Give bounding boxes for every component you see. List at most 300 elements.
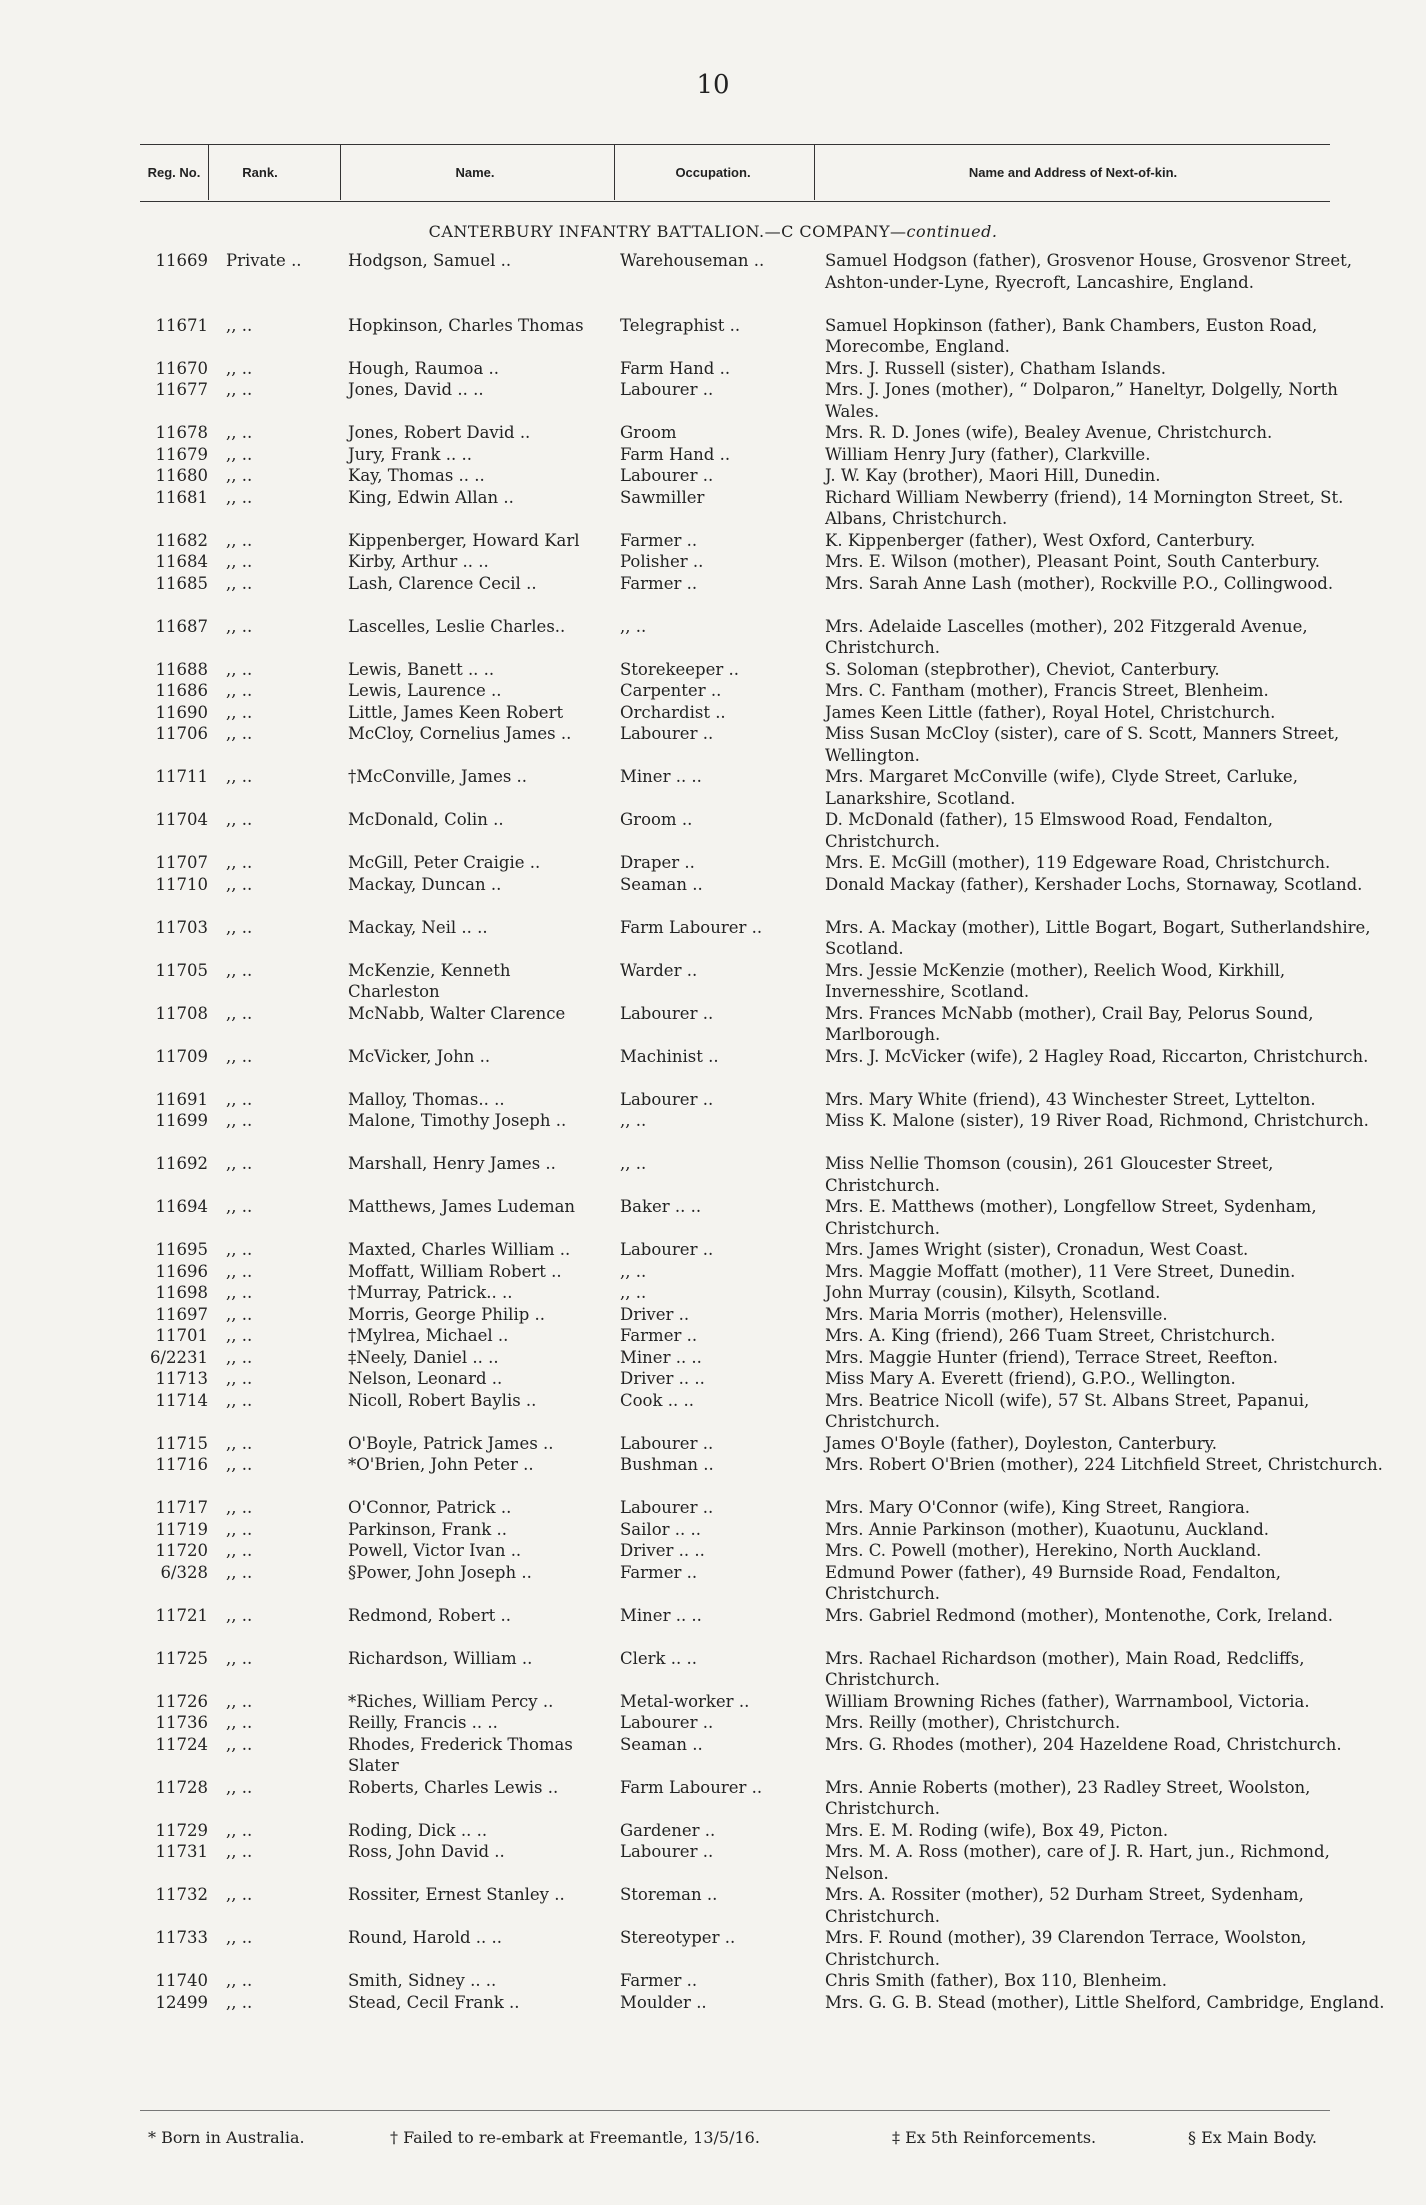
next-of-kin-cell: Edmund Power (father), 49 Burnside Road, Fendalton, Christchurch. — [825, 1562, 1282, 1603]
reg-no-cell: 11725 — [155, 1648, 208, 1668]
name-cell: Morris, George Philip .. — [348, 1304, 546, 1324]
table-row — [0, 680, 1426, 702]
name-cell: *O'Brien, John Peter .. — [348, 1455, 534, 1474]
next-of-kin-cell: John Murray (cousin), Kilsyth, Scotland. — [825, 1283, 1161, 1302]
table-row — [0, 1239, 1426, 1261]
rank-cell: ,, .. — [226, 444, 253, 464]
next-of-kin-cell: Mrs. James Wright (sister), Cronadun, West Coast. — [825, 1240, 1249, 1259]
occupation-cell: Seaman .. — [620, 1734, 703, 1754]
name-cell: Marshall, Henry James .. — [348, 1154, 556, 1173]
reg-no-cell: 11686 — [155, 681, 208, 700]
reg-no-cell: 11679 — [155, 444, 208, 464]
next-of-kin-cell: Mrs. Sarah Anne Lash (mother), Rockville P.O., Collingwood. — [825, 573, 1334, 593]
reg-no-cell: 11709 — [155, 1046, 208, 1066]
next-of-kin-cell: Mrs. R. D. Jones (wife), Bealey Avenue, Christchurch. — [825, 423, 1273, 442]
reg-no-cell: 11695 — [155, 1240, 208, 1259]
reg-no-cell: 11697 — [155, 1304, 208, 1324]
reg-no-cell: 11715 — [155, 1433, 208, 1453]
reg-no-cell: 12499 — [155, 1992, 208, 2012]
name-cell: Matthews, James Ludeman — [348, 1197, 576, 1216]
reg-no-cell: 11703 — [155, 917, 208, 937]
reg-no-cell: 11728 — [155, 1777, 208, 1797]
name-cell: Hodgson, Samuel .. — [348, 251, 512, 270]
rank-cell: ,, .. — [226, 767, 253, 786]
reg-no-cell: 11705 — [155, 960, 208, 980]
table-row — [0, 852, 1426, 874]
rank-cell: ,, .. — [226, 1304, 253, 1324]
next-of-kin-cell: Mrs. Maggie Moffatt (mother), 11 Vere Street, Dunedin. — [825, 1261, 1296, 1281]
name-cell: Roberts, Charles Lewis .. — [348, 1777, 559, 1797]
rank-cell: ,, .. — [226, 1562, 253, 1582]
rank-cell: ,, .. — [226, 1734, 253, 1754]
rank-cell: ,, .. — [226, 466, 253, 485]
reg-no-cell: 11682 — [155, 530, 208, 550]
occupation-cell: Labourer .. — [620, 1713, 714, 1732]
occupation-cell: Labourer .. — [620, 1003, 714, 1023]
occupation-cell: Gardener .. — [620, 1820, 716, 1840]
reg-no-cell: 11678 — [155, 423, 208, 442]
occupation-cell: Labourer .. — [620, 1842, 714, 1861]
reg-no-cell: 11671 — [155, 315, 208, 335]
footnote-main-body: § Ex Main Body. — [1188, 2128, 1317, 2147]
section-title-text: CANTERBURY INFANTRY BATTALION.—C COMPANY— — [428, 222, 907, 241]
occupation-cell: Cook .. .. — [620, 1390, 694, 1410]
table-row — [0, 723, 1426, 766]
table-row — [0, 917, 1426, 960]
name-cell: Hopkinson, Charles Thomas — [348, 315, 584, 335]
rank-cell: ,, .. — [226, 315, 253, 335]
next-of-kin-cell: Mrs. Mary O'Connor (wife), King Street, Rangiora. — [825, 1498, 1251, 1517]
occupation-cell: Warder .. — [620, 960, 698, 980]
occupation-cell: Draper .. — [620, 853, 695, 872]
reg-no-cell: 11681 — [155, 487, 208, 507]
occupation-cell: ,, .. — [620, 1154, 647, 1173]
header-divider — [814, 144, 815, 200]
next-of-kin-cell: Mrs. M. A. Ross (mother), care of J. R. Hart, jun., Richmond, Nelson. — [825, 1842, 1330, 1883]
next-of-kin-cell: Mrs. J. McVicker (wife), 2 Hagley Road, Riccarton, Christchurch. — [825, 1046, 1369, 1066]
reg-no-cell: 11699 — [155, 1111, 208, 1130]
occupation-cell: Labourer .. — [620, 1240, 714, 1259]
reg-no-cell: 11710 — [155, 874, 208, 894]
header-name: Name. — [455, 165, 495, 180]
table-row — [0, 1003, 1426, 1046]
rank-cell: ,, .. — [226, 1369, 253, 1388]
occupation-cell: Labourer .. — [620, 380, 714, 399]
header-divider — [208, 144, 209, 200]
rank-cell: ,, .. — [226, 1992, 253, 2012]
name-cell: McVicker, John .. — [348, 1046, 491, 1066]
rank-cell: Private .. — [226, 251, 302, 270]
reg-no-cell: 11698 — [155, 1283, 208, 1302]
next-of-kin-cell: Mrs. Margaret McConville (wife), Clyde Street, Carluke, Lanarkshire, Scotland. — [825, 767, 1298, 808]
table-row — [0, 1046, 1426, 1089]
occupation-cell: Metal-worker .. — [620, 1691, 750, 1711]
next-of-kin-cell: Mrs. G. G. B. Stead (mother), Little Shelford, Cambridge, England. — [825, 1992, 1385, 2012]
table-row — [0, 1820, 1426, 1842]
table-row — [0, 573, 1426, 616]
occupation-cell: ,, .. — [620, 1283, 647, 1302]
next-of-kin-cell: Donald Mackay (father), Kershader Lochs, Stornaway, Scotland. — [825, 874, 1363, 894]
occupation-cell: Labourer .. — [620, 466, 714, 485]
name-cell: Powell, Victor Ivan .. — [348, 1541, 522, 1560]
reg-no-cell: 11717 — [155, 1498, 208, 1517]
occupation-cell: Storeman .. — [620, 1885, 718, 1904]
reg-no-cell: 11704 — [155, 810, 208, 829]
page-number: 10 — [696, 70, 730, 100]
occupation-cell: Clerk .. .. — [620, 1648, 698, 1668]
next-of-kin-cell: Chris Smith (father), Box 110, Blenheim. — [825, 1971, 1168, 1990]
table-row — [0, 530, 1426, 552]
name-cell: Lascelles, Leslie Charles.. — [348, 616, 566, 636]
name-cell: Lewis, Laurence .. — [348, 681, 502, 700]
rank-cell: ,, .. — [226, 1261, 253, 1281]
rank-cell: ,, .. — [226, 1648, 253, 1668]
table-row — [0, 1347, 1426, 1369]
rank-cell: ,, .. — [226, 1111, 253, 1130]
name-cell: Parkinson, Frank .. — [348, 1519, 508, 1539]
next-of-kin-cell: Mrs. F. Round (mother), 39 Clarendon Terrace, Woolston, Christchurch. — [825, 1928, 1307, 1969]
reg-no-cell: 11670 — [155, 358, 208, 378]
nominal-roll — [0, 250, 1426, 2035]
table-row — [0, 1519, 1426, 1541]
rank-cell: ,, .. — [226, 1046, 253, 1066]
table-row — [0, 379, 1426, 422]
reg-no-cell: 11691 — [155, 1089, 208, 1109]
name-cell: McNabb, Walter Clarence — [348, 1003, 566, 1023]
reg-no-cell: 11708 — [155, 1003, 208, 1023]
occupation-cell: Labourer .. — [620, 724, 714, 743]
rank-cell: ,, .. — [226, 810, 253, 829]
section-title — [0, 222, 1426, 241]
rank-cell: ,, .. — [226, 681, 253, 700]
header-reg-no: Reg. No. — [147, 165, 201, 180]
next-of-kin-cell: Miss Mary A. Everett (friend), G.P.O., Wellington. — [825, 1369, 1236, 1388]
rank-cell: ,, .. — [226, 1541, 253, 1560]
next-of-kin-cell: Mrs. Robert O'Brien (mother), 224 Litchfield Street, Christchurch. — [825, 1455, 1383, 1474]
table-row — [0, 1884, 1426, 1927]
occupation-cell: ,, .. — [620, 1261, 647, 1281]
rank-cell: ,, .. — [226, 423, 253, 442]
next-of-kin-cell: Mrs. E. McGill (mother), 119 Edgeware Road, Christchurch. — [825, 853, 1331, 872]
name-cell: Stead, Cecil Frank .. — [348, 1992, 520, 2012]
next-of-kin-cell: Samuel Hodgson (father), Grosvenor House, Grosvenor Street, Ashton-under-Lyne, Ryecroft, Lancashire, England. — [825, 251, 1353, 292]
next-of-kin-cell: Mrs. J. Jones (mother), “ Dolparon,” Haneltyr, Dolgelly, North Wales. — [825, 380, 1338, 421]
table-row — [0, 1841, 1426, 1884]
occupation-cell: Farmer .. — [620, 530, 698, 550]
header-rank: Rank. — [242, 165, 278, 180]
name-cell: King, Edwin Allan .. — [348, 487, 514, 507]
reg-no-cell: 11729 — [155, 1820, 208, 1840]
next-of-kin-cell: Miss Susan McCloy (sister), care of S. Scott, Manners Street, Wellington. — [825, 724, 1340, 765]
occupation-cell: Driver .. .. — [620, 1369, 705, 1388]
table-header — [140, 144, 1330, 202]
name-cell: McGill, Peter Craigie .. — [348, 853, 541, 872]
occupation-cell: Farm Labourer .. — [620, 917, 763, 937]
table-row — [0, 1153, 1426, 1196]
occupation-cell: Farmer .. — [620, 1562, 698, 1582]
rank-cell: ,, .. — [226, 1154, 253, 1173]
table-row — [0, 1562, 1426, 1605]
next-of-kin-cell: D. McDonald (father), 15 Elmswood Road, Fendalton, Christchurch. — [825, 810, 1273, 851]
next-of-kin-cell: J. W. Kay (brother), Maori Hill, Dunedin. — [825, 466, 1161, 485]
table-row — [0, 1089, 1426, 1111]
reg-no-cell: 11669 — [155, 251, 208, 270]
reg-no-cell: 11684 — [155, 552, 208, 571]
table-row — [0, 1110, 1426, 1153]
reg-no-cell: 11736 — [155, 1713, 208, 1732]
name-cell: Malone, Timothy Joseph .. — [348, 1111, 567, 1130]
occupation-cell: Groom .. — [620, 810, 693, 829]
occupation-cell: Labourer .. — [620, 1498, 714, 1517]
table-row — [0, 1282, 1426, 1304]
occupation-cell: ,, .. — [620, 616, 647, 636]
table-row — [0, 766, 1426, 809]
rank-cell: ,, .. — [226, 1089, 253, 1109]
rank-cell: ,, .. — [226, 1455, 253, 1474]
table-row — [0, 1712, 1426, 1734]
occupation-cell: Machinist .. — [620, 1046, 719, 1066]
next-of-kin-cell: Mrs. E. Matthews (mother), Longfellow Street, Sydenham, Christchurch. — [825, 1197, 1317, 1238]
next-of-kin-cell: S. Soloman (stepbrother), Cheviot, Canterbury. — [825, 659, 1220, 679]
table-row — [0, 809, 1426, 852]
name-cell: Mackay, Neil .. .. — [348, 917, 488, 937]
rank-cell: ,, .. — [226, 380, 253, 399]
rank-cell: ,, .. — [226, 1605, 253, 1625]
table-row — [0, 358, 1426, 380]
table-row — [0, 444, 1426, 466]
reg-no-cell: 11706 — [155, 724, 208, 743]
name-cell: Nelson, Leonard .. — [348, 1369, 503, 1388]
table-row — [0, 1196, 1426, 1239]
next-of-kin-cell: Mrs. Frances McNabb (mother), Crail Bay, Pelorus Sound, Marlborough. — [825, 1003, 1314, 1044]
occupation-cell: Telegraphist .. — [620, 315, 741, 335]
header-divider — [340, 144, 341, 200]
next-of-kin-cell: Mrs. A. Mackay (mother), Little Bogart, Bogart, Sutherlandshire, Scotland. — [825, 917, 1371, 958]
rank-cell: ,, .. — [226, 1820, 253, 1840]
rank-cell: ,, .. — [226, 1971, 253, 1990]
rank-cell: ,, .. — [226, 1347, 253, 1367]
next-of-kin-cell: William Henry Jury (father), Clarkville. — [825, 444, 1151, 464]
name-cell: Little, James Keen Robert — [348, 702, 564, 722]
occupation-cell: Miner .. .. — [620, 1605, 702, 1625]
footnote-fifth: ‡ Ex 5th Reinforcements. — [892, 2128, 1097, 2147]
next-of-kin-cell: Mrs. Annie Roberts (mother), 23 Radley Street, Woolston, Christchurch. — [825, 1777, 1311, 1818]
occupation-cell: Stereotyper .. — [620, 1928, 736, 1947]
section-continued: continued. — [906, 222, 998, 241]
next-of-kin-cell: Mrs. Annie Parkinson (mother), Kuaotunu, Auckland. — [825, 1519, 1270, 1539]
name-cell: O'Connor, Patrick .. — [348, 1498, 512, 1517]
occupation-cell: Storekeeper .. — [620, 659, 739, 679]
occupation-cell: Farmer .. — [620, 573, 698, 593]
table-row — [0, 1927, 1426, 1970]
rank-cell: ,, .. — [226, 1519, 253, 1539]
rank-cell: ,, .. — [226, 530, 253, 550]
reg-no-cell: 11711 — [155, 767, 208, 786]
rank-cell: ,, .. — [226, 1777, 253, 1797]
rank-cell: ,, .. — [226, 1433, 253, 1453]
next-of-kin-cell: Mrs. Adelaide Lascelles (mother), 202 Fitzgerald Avenue, Christchurch. — [825, 616, 1308, 657]
occupation-cell: Groom — [620, 423, 677, 442]
reg-no-cell: 11687 — [155, 616, 208, 636]
table-row — [0, 1648, 1426, 1691]
table-row — [0, 960, 1426, 1003]
table-row — [0, 1992, 1426, 2035]
table-row — [0, 1433, 1426, 1455]
rank-cell: ,, .. — [226, 724, 253, 743]
next-of-kin-cell: Mrs. E. M. Roding (wife), Box 49, Picton. — [825, 1820, 1169, 1840]
name-cell: †Mylrea, Michael .. — [348, 1326, 509, 1345]
occupation-cell: Baker .. .. — [620, 1197, 702, 1216]
table-row — [0, 659, 1426, 681]
next-of-kin-cell: Samuel Hopkinson (father), Bank Chambers, Euston Road, Morecombe, England. — [825, 315, 1318, 356]
reg-no-cell: 11724 — [155, 1734, 208, 1754]
reg-no-cell: 11716 — [155, 1455, 208, 1474]
name-cell: Hough, Raumoa .. — [348, 358, 500, 378]
reg-no-cell: 11732 — [155, 1885, 208, 1904]
reg-no-cell: 11731 — [155, 1842, 208, 1861]
table-row — [0, 1734, 1426, 1777]
table-row — [0, 1261, 1426, 1283]
name-cell: Rhodes, Frederick Thomas Slater — [348, 1734, 573, 1775]
rank-cell: ,, .. — [226, 1326, 253, 1345]
table-row — [0, 1691, 1426, 1713]
footnote-failed: † Failed to re-embark at Freemantle, 13/5/16. — [390, 2128, 760, 2147]
occupation-cell: Labourer .. — [620, 1433, 714, 1453]
table-row — [0, 315, 1426, 358]
name-cell: Kay, Thomas .. .. — [348, 466, 485, 485]
footnote-rule — [140, 2110, 1330, 2111]
name-cell: Jones, Robert David .. — [348, 423, 531, 442]
name-cell: McCloy, Cornelius James .. — [348, 724, 572, 743]
reg-no-cell: 11713 — [155, 1369, 208, 1388]
next-of-kin-cell: Mrs. Mary White (friend), 43 Winchester Street, Lyttelton. — [825, 1089, 1316, 1109]
table-row — [0, 1304, 1426, 1326]
name-cell: O'Boyle, Patrick James .. — [348, 1433, 554, 1453]
name-cell: Lash, Clarence Cecil .. — [348, 573, 537, 593]
next-of-kin-cell: James O'Boyle (father), Doyleston, Canterbury. — [825, 1433, 1218, 1453]
table-row — [0, 1970, 1426, 1992]
reg-no-cell: 11685 — [155, 573, 208, 593]
header-occupation: Occupation. — [675, 165, 751, 180]
next-of-kin-cell: Mrs. A. Rossiter (mother), 52 Durham Street, Sydenham, Christchurch. — [825, 1885, 1304, 1926]
next-of-kin-cell: Miss K. Malone (sister), 19 River Road, Richmond, Christchurch. — [825, 1111, 1369, 1130]
name-cell: Nicoll, Robert Baylis .. — [348, 1390, 537, 1410]
occupation-cell: Sailor .. .. — [620, 1519, 701, 1539]
next-of-kin-cell: K. Kippenberger (father), West Oxford, Canterbury. — [825, 530, 1256, 550]
rank-cell: ,, .. — [226, 853, 253, 872]
name-cell: ‡Neely, Daniel .. .. — [348, 1347, 499, 1367]
table-row — [0, 465, 1426, 487]
table-row — [0, 1777, 1426, 1820]
occupation-cell: Farmer .. — [620, 1971, 698, 1990]
occupation-cell: Sawmiller — [620, 487, 705, 507]
occupation-cell: Farm Hand .. — [620, 444, 731, 464]
rank-cell: ,, .. — [226, 1197, 253, 1216]
next-of-kin-cell: Mrs. Jessie McKenzie (mother), Reelich Wood, Kirkhill, Invernesshire, Scotland. — [825, 960, 1286, 1001]
rank-cell: ,, .. — [226, 960, 253, 980]
rank-cell: ,, .. — [226, 1713, 253, 1732]
reg-no-cell: 11733 — [155, 1928, 208, 1947]
reg-no-cell: 11726 — [155, 1691, 208, 1711]
occupation-cell: Farm Hand .. — [620, 358, 731, 378]
rank-cell: ,, .. — [226, 573, 253, 593]
rank-cell: ,, .. — [226, 616, 253, 636]
table-row — [0, 1454, 1426, 1497]
table-row — [0, 551, 1426, 573]
name-cell: McKenzie, Kenneth Charleston — [348, 960, 511, 1001]
reg-no-cell: 11719 — [155, 1519, 208, 1539]
name-cell: Kippenberger, Howard Karl — [348, 530, 580, 550]
reg-no-cell: 11721 — [155, 1605, 208, 1625]
header-next-of-kin: Name and Address of Next-of-kin. — [968, 165, 1178, 180]
reg-no-cell: 11694 — [155, 1197, 208, 1216]
rank-cell: ,, .. — [226, 1003, 253, 1023]
occupation-cell: Miner .. .. — [620, 767, 702, 786]
reg-no-cell: 11740 — [155, 1971, 208, 1990]
next-of-kin-cell: Mrs. Maggie Hunter (friend), Terrace Street, Reefton. — [825, 1347, 1278, 1367]
next-of-kin-cell: Mrs. Reilly (mother), Christchurch. — [825, 1713, 1121, 1732]
name-cell: Ross, John David .. — [348, 1842, 505, 1861]
next-of-kin-cell: Mrs. G. Rhodes (mother), 204 Hazeldene Road, Christchurch. — [825, 1734, 1342, 1754]
name-cell: Round, Harold .. .. — [348, 1928, 503, 1947]
next-of-kin-cell: Mrs. C. Powell (mother), Herekino, North Auckland. — [825, 1541, 1262, 1560]
rank-cell: ,, .. — [226, 1885, 253, 1904]
table-row — [0, 1390, 1426, 1433]
next-of-kin-cell: Mrs. Beatrice Nicoll (wife), 57 St. Albans Street, Papanui, Christchurch. — [825, 1390, 1310, 1431]
occupation-cell: Driver .. — [620, 1304, 690, 1324]
table-row — [0, 874, 1426, 917]
rank-cell: ,, .. — [226, 358, 253, 378]
reg-no-cell: 11680 — [155, 466, 208, 485]
occupation-cell: Orchardist .. — [620, 702, 726, 722]
table-row — [0, 616, 1426, 659]
rank-cell: ,, .. — [226, 1283, 253, 1302]
reg-no-cell: 11701 — [155, 1326, 208, 1345]
reg-no-cell: 11707 — [155, 853, 208, 872]
next-of-kin-cell: Mrs. Rachael Richardson (mother), Main Road, Redcliffs, Christchurch. — [825, 1648, 1305, 1689]
next-of-kin-cell: James Keen Little (father), Royal Hotel, Christchurch. — [825, 702, 1276, 722]
table-row — [0, 1325, 1426, 1347]
occupation-cell: Bushman .. — [620, 1455, 714, 1474]
rank-cell: ,, .. — [226, 1691, 253, 1711]
rank-cell: ,, .. — [226, 1928, 253, 1947]
name-cell: Malloy, Thomas.. .. — [348, 1089, 505, 1109]
footnote-born-australia: * Born in Australia. — [148, 2128, 305, 2147]
table-row — [0, 702, 1426, 724]
name-cell: †McConville, James .. — [348, 767, 528, 786]
occupation-cell: Miner .. .. — [620, 1347, 702, 1367]
rank-cell: ,, .. — [226, 487, 253, 507]
next-of-kin-cell: Mrs. E. Wilson (mother), Pleasant Point, South Canterbury. — [825, 552, 1320, 571]
table-row — [0, 1605, 1426, 1648]
occupation-cell: ,, .. — [620, 1111, 647, 1130]
occupation-cell: Moulder .. — [620, 1992, 707, 2012]
occupation-cell: Polisher .. — [620, 552, 704, 571]
name-cell: McDonald, Colin .. — [348, 810, 504, 829]
table-row — [0, 1368, 1426, 1390]
name-cell: *Riches, William Percy .. — [348, 1691, 554, 1711]
name-cell: §Power, John Joseph .. — [348, 1562, 532, 1582]
name-cell: Kirby, Arthur .. .. — [348, 552, 489, 571]
table-row — [0, 1540, 1426, 1562]
reg-no-cell: 11677 — [155, 380, 208, 399]
rank-cell: ,, .. — [226, 1498, 253, 1517]
rank-cell: ,, .. — [226, 702, 253, 722]
name-cell: Jury, Frank .. .. — [348, 444, 473, 464]
occupation-cell: Farm Labourer .. — [620, 1777, 763, 1797]
name-cell: †Murray, Patrick.. .. — [348, 1283, 513, 1302]
next-of-kin-cell: Mrs. J. Russell (sister), Chatham Islands. — [825, 358, 1167, 378]
